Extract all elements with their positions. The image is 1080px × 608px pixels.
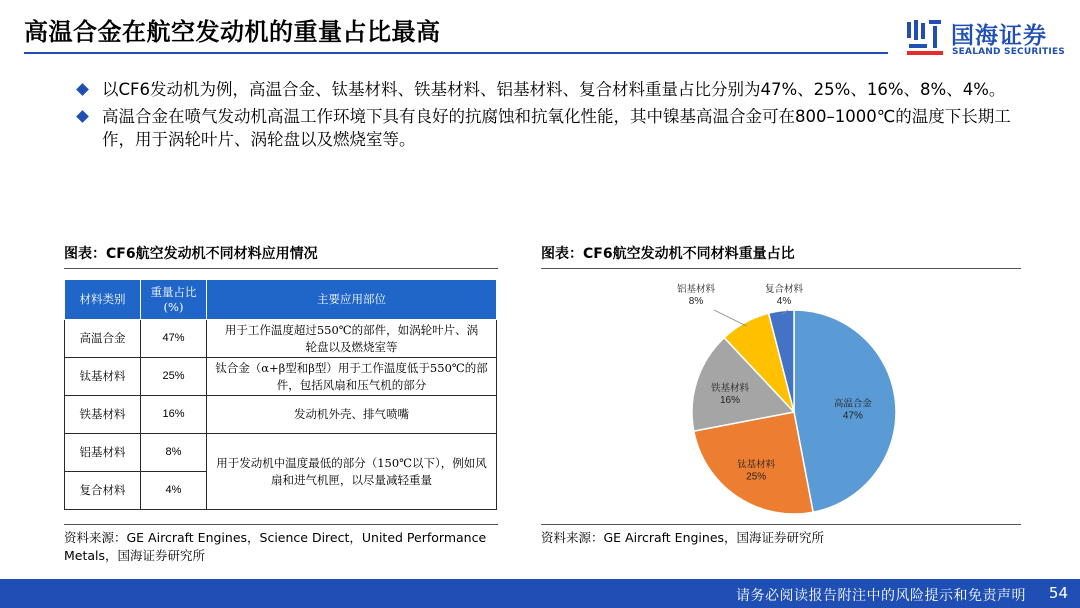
cell-usage: 钛合金（α+β型和β型）用于工作温度低于550℃的部件，包括风扇和压气机的部分 xyxy=(207,358,497,396)
cell-usage: 用于工作温度超过550℃的部件，如涡轮叶片、涡轮盘以及燃烧室等 xyxy=(207,320,497,358)
chart-caption-rule xyxy=(541,268,1021,269)
pie-slice-label: 铁基材料 xyxy=(710,383,749,395)
cell-material: 铝基材料 xyxy=(65,434,141,472)
cell-material: 复合材料 xyxy=(65,472,141,510)
cell-share: 8% xyxy=(141,434,207,472)
table-source: 资料来源：GE Aircraft Engines，Science Direct，United Performance Metals，国海证券研究所 xyxy=(64,530,487,563)
header-usage: 主要应用部位 xyxy=(207,280,497,320)
table-row xyxy=(65,358,497,396)
table-source-rule xyxy=(64,524,498,525)
cell-material: 高温合金 xyxy=(65,320,141,358)
pie-slice-label: 高温合金 xyxy=(833,398,872,410)
chart-source: 资料来源：GE Aircraft Engines，国海证券研究所 xyxy=(541,530,825,545)
table-row xyxy=(65,320,497,358)
materials-table xyxy=(64,279,497,510)
bullet-item xyxy=(76,78,1016,101)
pie-slice-value: 4% xyxy=(776,296,792,307)
cell-share: 47% xyxy=(141,320,207,358)
cell-material: 铁基材料 xyxy=(65,396,141,434)
page-number: 54 xyxy=(1048,584,1068,602)
diamond-bullet-icon xyxy=(76,110,89,123)
cell-usage: 发动机外壳、排气喷嘴 xyxy=(207,396,497,434)
bullet-item xyxy=(76,105,1016,151)
bullet-text: 高温合金在喷气发动机高温工作环境下具有良好的抗腐蚀和抗氧化性能，其中镍基高温合金可在800–1000℃的温度下长期工作，用于涡轮叶片、涡轮盘以及燃烧室等。 xyxy=(102,107,1011,149)
pie-slice-value: 8% xyxy=(688,296,704,307)
diamond-bullet-icon xyxy=(76,83,89,96)
footer-disclaimer: 请务必阅读报告附注中的风险提示和免责声明 xyxy=(736,588,1026,604)
pie-slice-value: 47% xyxy=(842,410,863,422)
table-caption-rule xyxy=(64,268,498,269)
bullet-list xyxy=(76,78,1016,155)
table-caption: 图表：CF6航空发动机不同材料应用情况 xyxy=(64,246,318,262)
cell-share: 16% xyxy=(141,396,207,434)
brand-name-cn: 国海证券 xyxy=(951,23,1047,49)
pie-slice-value: 16% xyxy=(719,395,740,407)
table-header-row xyxy=(65,280,497,320)
brand-logo xyxy=(905,16,1065,62)
pie-leader-line xyxy=(714,310,747,326)
slide-title: 高温合金在航空发动机的重量占比最高 xyxy=(24,18,441,46)
pie-slice-label: 复合材料 xyxy=(764,284,804,295)
bullet-text: 以CF6发动机为例，高温合金、钛基材料、铁基材料、铝基材料、复合材料重量占比分别为47%、25%、16%、8%、4%。 xyxy=(102,80,1006,99)
title-divider xyxy=(24,52,888,54)
footer-bar xyxy=(0,579,1080,608)
cell-material: 钛基材料 xyxy=(65,358,141,396)
pie-slice-value: 25% xyxy=(746,471,767,483)
header-material: 材料类别 xyxy=(65,280,141,320)
chart-caption: 图表：CF6航空发动机不同材料重量占比 xyxy=(541,246,795,262)
cell-share: 4% xyxy=(141,472,207,510)
pie-slice-label: 铝基材料 xyxy=(676,284,716,295)
header-share: 重量占比 (%) xyxy=(141,280,207,320)
table-row xyxy=(65,396,497,434)
pie-slice-label: 钛基材料 xyxy=(737,459,776,471)
chart-source-rule xyxy=(541,524,1021,525)
material-weight-pie-chart xyxy=(672,282,922,522)
brand-name-en: SEALAND SECURITIES xyxy=(952,47,1065,57)
sealand-logo-icon xyxy=(905,18,945,58)
cell-share: 25% xyxy=(141,358,207,396)
table-row xyxy=(65,434,497,472)
cell-usage: 用于发动机中温度最低的部分（150℃以下），例如风扇和进气机匣，以尽量减轻重量 xyxy=(207,434,497,510)
